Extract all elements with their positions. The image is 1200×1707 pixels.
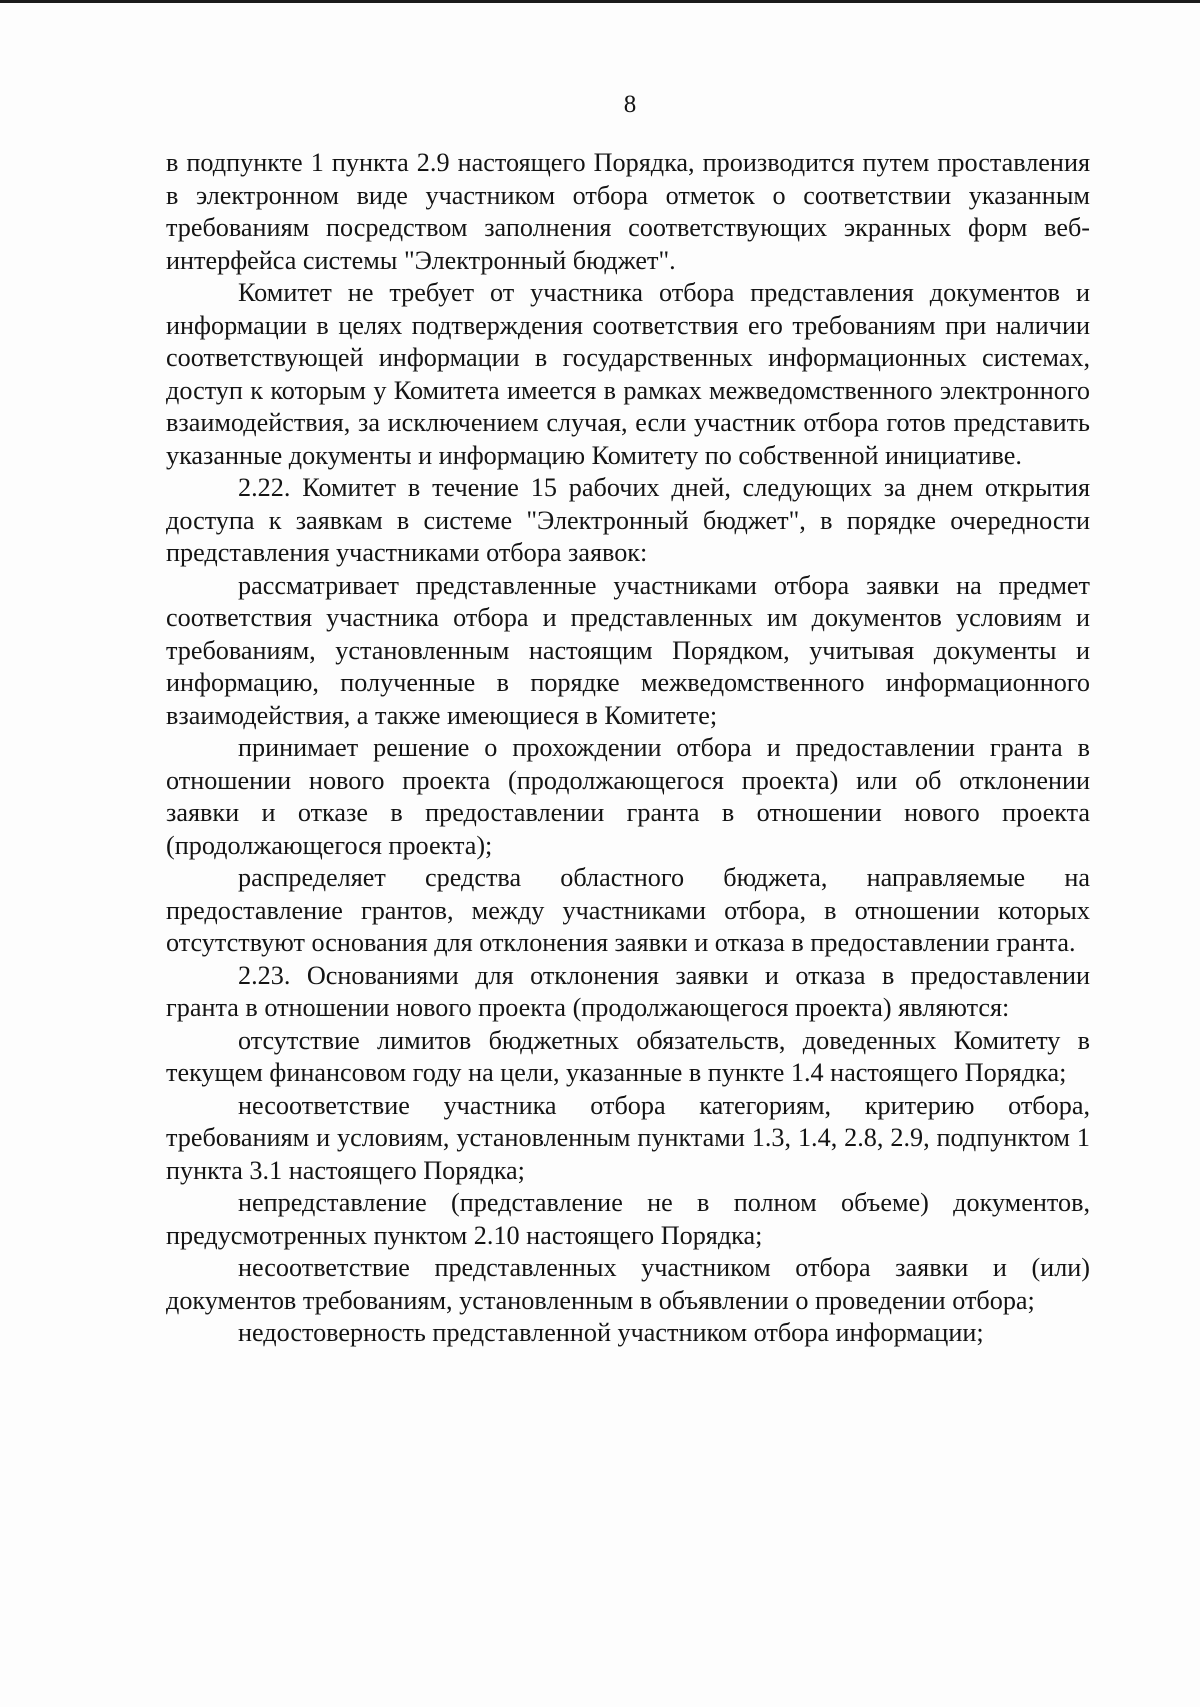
paragraph-nonconformity-categories: несоответствие участника отбора категориям, критерию отбора, требованиям и условиям, установленным пунктами 1.3, 1.4, 2.8, 2.9, подпунктом 1 пункта 3.1 настоящего Порядка;: [166, 1090, 1090, 1185]
paragraph-makes-decision: принимает решение о прохождении отбора и предоставлении гранта в отношении нового проекта (продолжающегося проекта) или об отклонении заявки и отказе в предоставлении гранта в отношении нового проекта (продолжающегося проекта);: [166, 733, 1090, 860]
paragraph-reviews-applications: рассматривает представленные участниками отбора заявки на предмет соответствия участника отбора и представленных им документов условиям и требованиям, установленным настоящим Порядком, учитывая документы и информацию, полученные в порядке межведомственного информационного взаимодействия, а также имеющиеся в Комитете;: [166, 570, 1090, 730]
paragraph-distributes-funds: распределяет средства областного бюджета, направляемые на предоставление грантов, между участниками отбора, в отношении которых отсутствуют основания для отклонения заявки и отказа в предоставлении гранта.: [166, 863, 1090, 957]
scan-top-edge: [0, 0, 1200, 3]
paragraph-committee-requirements: Комитет не требует от участника отбора представления документов и информации в целях подтверждения соответствия его требованиям при наличии соответствующей информации в государственных информационных системах, доступ к которым у Комитета имеется в рамках межведомственного электронного взаимодействия, за исключением случая, если участник отбора готов представить указанные документы и информацию Комитету по собственной инициативе.: [166, 278, 1090, 470]
paragraph-nonconformity-documents: несоответствие представленных участником отбора заявки и (или) документов требованиям, установленным в объявлении о проведении отбора;: [166, 1253, 1090, 1315]
paragraph-2-22: 2.22. Комитет в течение 15 рабочих дней, следующих за днем открытия доступа к заявкам в системе "Электронный бюджет", в порядке очередности представления участниками отбора заявок:: [166, 473, 1090, 567]
page-number: 8: [623, 91, 637, 118]
paragraph-2-23: 2.23. Основаниями для отклонения заявки и отказа в предоставлении гранта в отношении нового проекта (продолжающегося проекта) являются:: [166, 960, 1090, 1022]
paragraph-nonsubmission: непредставление (представление не в полном объеме) документов, предусмотренных пунктом 2.10 настоящего Порядка;: [166, 1188, 1090, 1250]
paragraph-no-limits: отсутствие лимитов бюджетных обязательств, доведенных Комитету в текущем финансовом году на цели, указанные в пункте 1.4 настоящего Порядка;: [166, 1025, 1090, 1087]
paragraph-continuation: в подпункте 1 пункта 2.9 настоящего Порядка, производится путем проставления в электронном виде участником отбора отметок о соответствии указанным требованиям посредством заполнения соответствующих экранных форм веб-интерфейса системы "Электронный бюджет".: [166, 148, 1090, 275]
document-body: [166, 147, 1090, 1350]
paragraph-unreliability: недостоверность представленной участником отбора информации;: [238, 1318, 984, 1347]
